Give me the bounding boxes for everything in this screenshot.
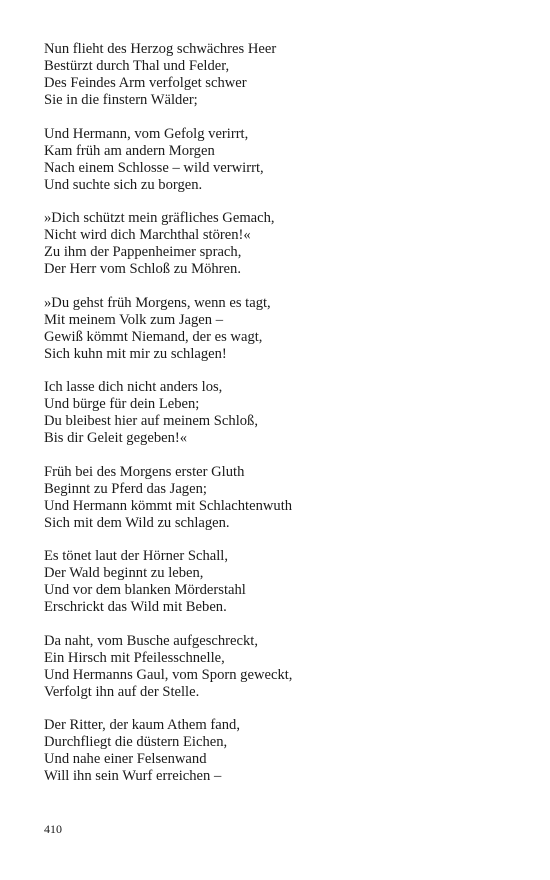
stanza (44, 295, 524, 363)
verse-line: Der Herr vom Schloß zu Möhren. (44, 261, 241, 277)
verse-line: Der Wald beginnt zu leben, (44, 565, 204, 581)
verse-line: Will ihn sein Wurf erreichen – (44, 768, 222, 784)
verse-line: Verfolgt ihn auf der Stelle. (44, 683, 200, 700)
page-number: 410 (44, 822, 62, 836)
verse-line: Ein Hirsch mit Pfeilesschnelle, (44, 649, 225, 666)
stanza (44, 548, 524, 616)
verse-line: Es tönet laut der Hörner Schall, (44, 548, 228, 564)
verse-line: Zu ihm der Pappenheimer sprach, (44, 244, 242, 260)
verse-line: Und Hermann kömmt mit Schlachtenwuth (44, 497, 293, 514)
stanza (44, 464, 524, 532)
stanza (44, 379, 524, 447)
verse-line: Kam früh am andern Morgen (44, 142, 215, 159)
verse-line: Ich lasse dich nicht anders los, (44, 379, 223, 395)
stanza (44, 41, 524, 109)
verse-line: Durchfliegt die düstern Eichen, (44, 734, 228, 750)
verse-line: Und vor dem blanken Mörderstahl (44, 582, 246, 598)
verse-line: Gewiß kömmt Niemand, der es wagt, (44, 328, 263, 345)
verse-line: Früh bei des Morgens erster Gluth (44, 463, 245, 480)
stanza (44, 633, 524, 701)
verse-line: Sie in die finstern Wälder; (44, 92, 198, 108)
verse-line: Du bleibest hier auf meinem Schloß, (44, 413, 258, 429)
verse-line: Da naht, vom Busche aufgeschreckt, (44, 632, 258, 649)
verse-line: Sich kuhn mit mir zu schlagen! (44, 345, 227, 362)
verse-line: Nach einem Schlosse – wild verwirrt, (44, 159, 264, 176)
verse-line: Erschrickt das Wild mit Beben. (44, 599, 227, 615)
verse-line: Und Hermann, vom Gefolg verirrt, (44, 125, 249, 142)
verse-line: Nicht wird dich Marchthal stören!« (44, 227, 251, 243)
verse-line: Des Feindes Arm verfolget schwer (44, 75, 247, 91)
verse-line: »Du gehst früh Morgens, wenn es tagt, (44, 294, 271, 311)
verse-line: Sich mit dem Wild zu schlagen. (44, 514, 230, 531)
verse-line: Der Ritter, der kaum Athem fand, (44, 717, 240, 733)
verse-line: Beginnt zu Pferd das Jagen; (44, 480, 207, 497)
verse-line: Bis dir Geleit gegeben!« (44, 430, 188, 446)
verse-line: Nun flieht des Herzog schwächres Heer (44, 41, 277, 57)
verse-line: Mit meinem Volk zum Jagen – (44, 311, 224, 328)
verse-line: Bestürzt durch Thal und Felder, (44, 58, 230, 74)
verse-line: Und Hermanns Gaul, vom Sporn geweckt, (44, 666, 293, 683)
stanza (44, 717, 524, 785)
verse-line: Und suchte sich zu borgen. (44, 176, 203, 193)
stanza (44, 126, 524, 194)
verse-line: Und bürge für dein Leben; (44, 396, 200, 412)
verse-line: »Dich schützt mein gräfliches Gemach, (44, 210, 275, 226)
verse-line: Und nahe einer Felsenwand (44, 751, 207, 767)
stanza (44, 210, 524, 278)
poem (44, 41, 524, 802)
